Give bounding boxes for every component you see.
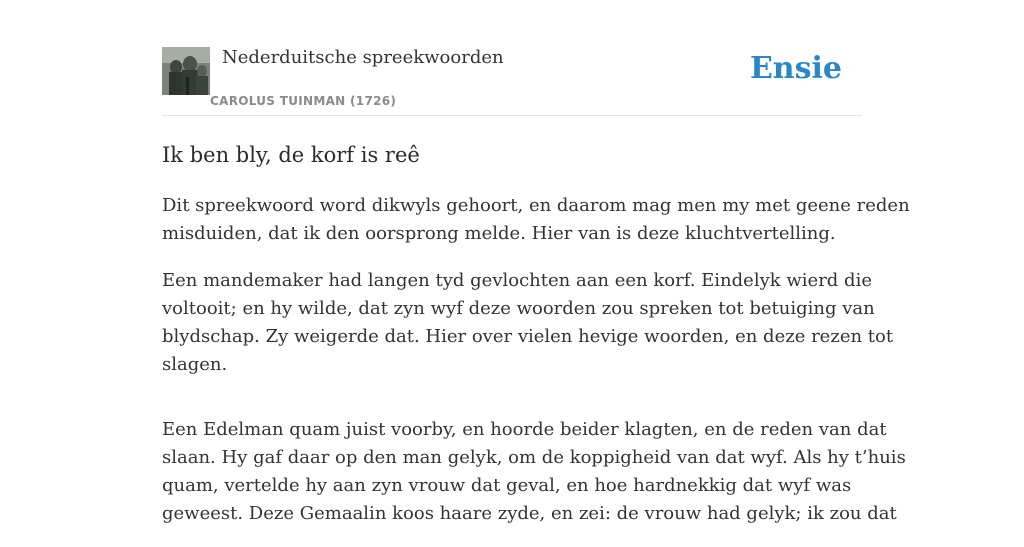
text-line: Een Edelman quam juist voorby, en hoorde beider klagten, en de reden van dat bbox=[162, 419, 887, 440]
book-header bbox=[162, 0, 862, 116]
text-line: Dit spreekwoord word dikwyls gehoort, en daarom mag men my met geene reden bbox=[162, 195, 910, 216]
article-body bbox=[162, 192, 910, 547]
text-line: geweest. Deze Gemaalin koos haare zyde, en zei: de vrouw had gelyk; ik zou dat bbox=[162, 503, 897, 524]
paragraph bbox=[162, 267, 894, 379]
text-line: misduiden, dat ik den oorsprong melde. Hier van is deze kluchtvertelling. bbox=[162, 223, 836, 244]
text-line: blydschap. Zy weigerde dat. Hier over vielen hevige woorden, en deze rezen tot bbox=[162, 326, 894, 347]
article-title: Ik ben bly, de korf is reê bbox=[162, 143, 420, 167]
text-line: voltooit; en hy wilde, dat zyn wyf deze woorden zou spreken tot betuiging van bbox=[162, 298, 875, 319]
page bbox=[162, 0, 910, 524]
brand-logo[interactable]: Ensie bbox=[749, 51, 842, 86]
book-title[interactable]: Nederduitsche spreekwoorden bbox=[222, 47, 504, 68]
text-line: Een mandemaker had langen tyd gevlochten aan een korf. Eindelyk wierd die bbox=[162, 270, 872, 291]
author-name[interactable]: CAROLUS TUINMAN (1726) bbox=[210, 94, 397, 108]
text-line: quam, vertelde hy aan zyn vrouw dat geval, en hoe hardnekkig dat wyf was bbox=[162, 475, 852, 496]
text-line: slaan. Hy gaf daar op den man gelyk, om de koppigheid van dat wyf. Als hy t’huis bbox=[162, 447, 906, 468]
paragraph bbox=[162, 192, 910, 248]
text-line: slagen. bbox=[162, 354, 228, 375]
paragraph bbox=[162, 416, 906, 528]
author-avatar[interactable] bbox=[162, 47, 210, 95]
author-portrait-icon bbox=[162, 47, 210, 95]
